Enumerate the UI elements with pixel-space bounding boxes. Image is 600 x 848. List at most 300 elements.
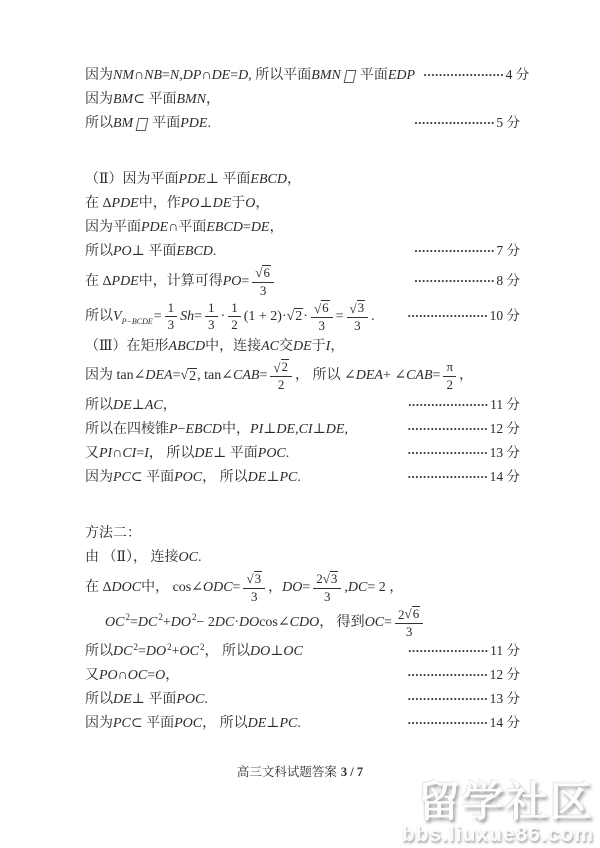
- math-variable: PO: [222, 273, 242, 289]
- math-variable: POC: [174, 469, 203, 485]
- math-variable: OC: [179, 644, 199, 660]
- dotted-leader: ·····················: [407, 667, 488, 683]
- statement-text: 平面: [152, 116, 181, 132]
- statement-text: 中，连接: [205, 338, 262, 354]
- statement-text: 3: [208, 317, 215, 333]
- statement-text: ，: [269, 220, 284, 236]
- fraction-numerator: [313, 571, 341, 589]
- statement-text: 因为: [85, 716, 113, 732]
- math-variable: DO: [282, 579, 303, 595]
- superscript: 2: [199, 641, 205, 652]
- statement-text: 1: [208, 300, 215, 316]
- score-marker: [399, 308, 520, 326]
- statement-text: ,: [295, 421, 299, 437]
- statement: [85, 195, 269, 213]
- math-variable: I: [325, 338, 331, 354]
- score-marker: [400, 643, 520, 661]
- radical-sign: √: [180, 368, 189, 384]
- statement-text: 1: [167, 300, 175, 316]
- math-variable: DE: [247, 469, 267, 485]
- math-variable: AC: [261, 338, 279, 354]
- statement-text: =: [232, 579, 241, 595]
- math-variable: DO: [170, 614, 191, 630]
- score-value: 11 分: [490, 643, 520, 659]
- section-method2: [85, 522, 520, 736]
- score-value: 8 分: [496, 272, 520, 288]
- statement-text: ⊥ 平面: [131, 692, 177, 708]
- statement-text: = 2 ，: [367, 579, 404, 595]
- statement-text: 2: [446, 376, 453, 392]
- statement: [85, 171, 301, 189]
- score-marker: [406, 273, 520, 291]
- statement-text: ，: [255, 196, 270, 212]
- statement-text: ，: [162, 397, 177, 413]
- statement-text: （Ⅲ）在矩形: [85, 338, 169, 354]
- fraction-numerator: [270, 359, 292, 377]
- statement-text: ,: [179, 68, 183, 84]
- math-variable: P: [169, 421, 178, 437]
- statement: [105, 605, 426, 640]
- fraction-numerator: [205, 301, 218, 317]
- statement: [85, 299, 375, 334]
- statement: [85, 397, 177, 415]
- answer-line: [85, 192, 520, 216]
- statement: [85, 338, 344, 356]
- statement-text: cos∠: [259, 614, 290, 630]
- math-variable: DE: [113, 692, 132, 708]
- answer-line: [85, 664, 520, 688]
- fraction-denominator: [248, 589, 261, 604]
- math-variable: BM: [113, 116, 134, 132]
- statement-text: =: [242, 220, 251, 236]
- fraction-numerator: [228, 301, 241, 317]
- math-variable: DE: [212, 196, 232, 212]
- math-variable: DO: [238, 614, 260, 630]
- answer-line: [85, 299, 520, 334]
- math-variable: EBCD: [185, 421, 223, 437]
- math-variable: D: [238, 68, 249, 84]
- math-variable: CDO: [289, 614, 320, 630]
- statement-text: −: [177, 421, 186, 437]
- math-variable: PI: [99, 445, 113, 461]
- page-footer: [0, 762, 600, 780]
- statement-text: 在 Δ: [85, 196, 112, 212]
- math-variable: O: [245, 196, 256, 212]
- fraction-numerator: [252, 265, 274, 283]
- fraction-numerator: [347, 300, 369, 318]
- answer-line: [85, 546, 520, 570]
- statement-text: ·: [220, 309, 226, 325]
- statement-text: ∩平面: [168, 220, 207, 236]
- fraction-denominator: [443, 377, 456, 392]
- statement-text: （Ⅱ）因为平面: [85, 172, 179, 188]
- statement-text: ， 得到: [319, 614, 365, 630]
- statement-text: ， 所以 ∠: [295, 368, 356, 384]
- answer-line: [85, 466, 520, 490]
- math-variable: DE: [194, 445, 214, 461]
- statement-text: 由 （Ⅱ）， 连接: [85, 549, 179, 565]
- statement-text: ，: [165, 668, 180, 684]
- math-variable: PDE: [178, 172, 206, 188]
- math-variable: EBCD: [250, 172, 287, 188]
- fraction-numerator: [311, 300, 333, 318]
- fraction-denominator: [351, 318, 364, 333]
- radicand: 2: [189, 368, 197, 384]
- math-variable: OC: [178, 549, 198, 565]
- fraction-denominator: [403, 624, 416, 639]
- fraction-denominator: [257, 283, 270, 298]
- score-value: 12 分: [489, 667, 520, 683]
- math-variable: DE: [276, 421, 296, 437]
- fraction: [443, 360, 456, 392]
- radicand: 2: [295, 309, 303, 325]
- statement-text: +: [171, 644, 180, 660]
- superscript: 2: [191, 611, 197, 622]
- statement-text: =: [335, 309, 344, 325]
- statement-text: ·: [234, 614, 239, 630]
- statement-text: =: [172, 368, 181, 384]
- statement-text: 在 Δ: [85, 273, 112, 289]
- statement-text: π: [446, 359, 454, 375]
- square-root: [314, 300, 330, 316]
- statement-text: 中，作: [138, 196, 181, 212]
- statement-text: 所以在四棱锥: [85, 421, 169, 437]
- statement-text: 所以: [85, 244, 113, 260]
- math-variable: DE: [113, 397, 132, 413]
- math-variable: DO: [145, 644, 167, 660]
- math-variable: O: [155, 668, 166, 684]
- statement-text: 中， cos∠: [141, 579, 203, 595]
- fraction-numerator: [395, 606, 423, 624]
- statement-text: ⊂ 平面: [133, 92, 177, 108]
- math-variable: N: [169, 68, 180, 84]
- fraction: [252, 265, 274, 298]
- dotted-leader: ·····················: [423, 67, 504, 83]
- statement-text: =: [129, 614, 138, 630]
- statement-text: 所以: [85, 644, 113, 660]
- math-variable: NM: [113, 68, 134, 84]
- math-variable: Sh: [180, 309, 195, 325]
- math-variable: DE: [292, 338, 312, 354]
- statement-text: 方法二：: [85, 525, 141, 541]
- statement-text: ， 所以: [202, 469, 248, 485]
- dotted-leader: ·····················: [413, 243, 495, 259]
- score-value: 14 分: [489, 468, 520, 484]
- statement: [85, 264, 277, 299]
- radicand: 6: [412, 605, 420, 621]
- statement-text: 中，计算可得: [138, 273, 223, 289]
- statement-text: ⊥: [199, 196, 213, 212]
- statement-text: 所以: [85, 116, 113, 132]
- answer-line: [85, 418, 520, 442]
- fraction: [243, 571, 265, 604]
- statement-text: 因为: [85, 92, 113, 108]
- math-variable: EBCD: [176, 244, 213, 260]
- statement-text: =: [230, 68, 239, 84]
- statement-text: 1: [231, 300, 238, 316]
- fraction: [395, 606, 423, 639]
- statement: [85, 525, 141, 543]
- radical-sign: √: [349, 300, 357, 316]
- square-root: [350, 300, 366, 316]
- score-value: 13 分: [489, 691, 520, 707]
- fraction: [347, 300, 369, 333]
- math-variable: PO: [113, 244, 132, 260]
- fraction: [311, 300, 333, 333]
- math-variable: DE: [250, 220, 270, 236]
- square-root: [255, 265, 271, 281]
- answer-line: [85, 264, 520, 299]
- score-marker: [399, 667, 520, 685]
- math-variable: DC: [137, 614, 158, 630]
- math-variable: DC: [113, 644, 133, 660]
- statement: [85, 219, 283, 237]
- math-variable: PC: [279, 469, 298, 485]
- score-value: 11 分: [490, 396, 520, 412]
- fraction-denominator: [316, 318, 329, 333]
- math-variable: DE: [211, 68, 231, 84]
- statement-text: ⊥: [263, 421, 277, 437]
- statement-text: 于: [231, 196, 246, 212]
- statement-text: 又: [85, 668, 99, 684]
- statement-text: =: [432, 368, 441, 384]
- statement-text: − 2: [196, 614, 215, 630]
- math-variable: POC: [176, 692, 205, 708]
- statement-text: ·: [303, 309, 308, 325]
- statement-text: 于: [311, 338, 326, 354]
- answer-line: [85, 394, 520, 418]
- dotted-leader: ·····················: [407, 308, 488, 324]
- math-variable: V: [113, 309, 122, 325]
- answer-line: [85, 688, 520, 712]
- math-variable: POC: [174, 716, 203, 732]
- math-variable: EBCD: [206, 220, 243, 236]
- statement-text: =: [137, 644, 146, 660]
- math-variable: OC: [364, 614, 385, 630]
- score-marker: [415, 67, 529, 85]
- statement: [85, 358, 473, 393]
- score-marker: [399, 469, 520, 487]
- radical-sign: √: [255, 265, 263, 281]
- statement: [85, 469, 301, 487]
- radical-sign: √: [313, 300, 322, 316]
- answer-line: [85, 112, 520, 136]
- statement-text: =: [136, 445, 145, 461]
- fraction-denominator: [228, 317, 241, 332]
- math-variable: PO: [99, 668, 118, 684]
- watermark: [401, 777, 594, 846]
- square-root: [323, 571, 339, 587]
- dotted-leader: ·····················: [407, 691, 488, 707]
- score-marker: [399, 691, 520, 709]
- dotted-leader: ·····················: [407, 643, 489, 659]
- statement-text: 平面: [359, 68, 388, 84]
- math-variable: DE: [247, 716, 267, 732]
- statement: [85, 67, 415, 85]
- math-variable: PDE: [111, 273, 139, 289]
- statement-text: =: [147, 668, 156, 684]
- statement-text: 因为: [85, 68, 113, 84]
- radicand: 3: [254, 570, 262, 586]
- score-marker: [399, 421, 520, 439]
- math-variable: BMN: [176, 92, 207, 108]
- radicand: 3: [357, 300, 365, 316]
- statement-text: ∩: [201, 68, 212, 84]
- statement-text: 因为平面: [85, 220, 141, 236]
- statement-text: , tan∠: [197, 368, 233, 384]
- square-root: [246, 571, 262, 587]
- math-variable: OC: [283, 644, 303, 660]
- statement-text: 3: [251, 588, 258, 604]
- math-variable: BMN: [311, 68, 341, 84]
- statement-text: 中，: [222, 421, 251, 437]
- statement-text: .: [297, 469, 301, 485]
- score-value: 12 分: [489, 420, 520, 436]
- statement: [85, 243, 216, 261]
- fraction-denominator: [165, 317, 178, 332]
- answer-line: [85, 334, 520, 358]
- fraction-numerator: [443, 360, 456, 376]
- math-variable: ODC: [202, 579, 233, 595]
- statement-text: 3: [259, 282, 267, 298]
- superscript: 2: [167, 641, 172, 652]
- score-marker: [399, 715, 520, 733]
- math-variable: AC: [144, 397, 163, 413]
- statement-text: ， 所以: [148, 445, 195, 461]
- math-variable: CAB: [406, 368, 433, 384]
- radicand: 6: [263, 265, 270, 280]
- statement-text: ， 所以: [202, 716, 248, 732]
- fraction-denominator: [275, 377, 288, 392]
- statement: [85, 643, 303, 661]
- fraction-numerator: [165, 301, 178, 317]
- statement-text: 又: [85, 445, 99, 461]
- score-value: 4 分: [505, 67, 530, 83]
- fraction: [165, 301, 178, 333]
- watermark-url: bbs.liuxue86.com: [401, 822, 594, 846]
- section-part3: [85, 334, 520, 489]
- statement-text: .: [207, 116, 211, 132]
- statement-text: ∩: [134, 68, 145, 84]
- subscript: P−BCDE: [121, 316, 153, 326]
- dotted-leader: ·····················: [407, 444, 488, 460]
- statement-text: ⊥ 平面: [205, 172, 251, 188]
- answer-line: [85, 442, 520, 466]
- statement-text: .: [204, 692, 208, 708]
- fraction: [313, 571, 341, 604]
- section-part2: [85, 168, 520, 334]
- fraction-denominator: [321, 589, 334, 604]
- radicand: 2: [281, 359, 288, 375]
- score-marker: [406, 243, 520, 261]
- radical-sign: √: [404, 606, 412, 622]
- math-variable: DEA: [145, 368, 173, 384]
- answer-line: [85, 240, 520, 264]
- math-variable: OC: [127, 668, 148, 684]
- statement: [85, 445, 289, 463]
- statement-text: 交: [278, 338, 293, 354]
- answer-line: [85, 640, 520, 664]
- statement-text: 3: [405, 623, 413, 639]
- math-variable: ABCD: [168, 338, 206, 354]
- radicand: 3: [330, 570, 338, 586]
- math-variable: PI: [250, 421, 264, 437]
- statement: [85, 115, 211, 133]
- statement-text: ∩: [112, 445, 123, 461]
- statement-text: 3: [324, 588, 331, 604]
- statement-text: ⊥: [266, 469, 280, 485]
- statement-text: ⊥: [270, 644, 284, 660]
- statement-text: =: [153, 309, 162, 325]
- math-variable: DEA: [355, 368, 383, 384]
- statement-text: =: [162, 68, 170, 84]
- statement-text: ⊂ 平面: [130, 716, 175, 732]
- math-variable: DC: [347, 579, 368, 595]
- square-root: [405, 606, 421, 622]
- footer-label: 高三文科试题答案: [236, 765, 337, 780]
- math-variable: PDE: [180, 116, 208, 132]
- statement-text: 在 Δ: [85, 579, 112, 595]
- statement: [85, 91, 220, 109]
- score-value: 14 分: [489, 715, 520, 731]
- math-variable: DC: [214, 614, 235, 630]
- answer-line: [85, 168, 520, 192]
- statement-text: =: [259, 368, 268, 384]
- statement-text: 2: [398, 606, 405, 622]
- statement-text: ⊂ 平面: [130, 469, 175, 485]
- statement-text: 2: [316, 571, 323, 587]
- statement-text: .: [197, 549, 202, 565]
- statement-text: ∩: [117, 668, 128, 684]
- parallel-symbol-box: [136, 118, 149, 131]
- dotted-leader: ·····················: [407, 420, 488, 436]
- score-value: 7 分: [496, 243, 520, 259]
- statement-text: ⊥: [312, 421, 326, 437]
- math-variable: DE: [325, 421, 345, 437]
- score-value: 13 分: [489, 444, 520, 460]
- superscript: 2: [158, 611, 163, 622]
- fraction-denominator: [205, 317, 218, 332]
- statement-text: =: [241, 273, 250, 289]
- statement: [85, 691, 208, 709]
- statement-text: 所以: [85, 692, 113, 708]
- statement-text: =: [384, 614, 393, 630]
- math-variable: PO: [180, 196, 200, 212]
- score-marker: [400, 397, 520, 415]
- statement-text: 因为 tan∠: [85, 368, 146, 384]
- statement-text: ，: [330, 338, 345, 354]
- answer-line: [85, 570, 520, 605]
- watermark-title: 留学社区: [417, 777, 594, 825]
- dotted-leader: ·····················: [407, 468, 488, 484]
- answer-line: [85, 88, 520, 112]
- statement-text: ，: [459, 368, 474, 384]
- parallel-symbol-box: [343, 70, 356, 83]
- statement-text: .: [212, 244, 217, 260]
- statement-text: 2: [277, 377, 285, 393]
- radical-sign: √: [286, 308, 295, 324]
- dotted-leader: ·····················: [407, 396, 489, 412]
- statement-text: ，: [206, 92, 221, 108]
- math-variable: CI: [122, 445, 137, 461]
- dotted-leader: ·····················: [413, 272, 495, 288]
- superscript: 2: [133, 641, 138, 652]
- radicand: 6: [322, 300, 329, 316]
- statement-text: ,: [344, 421, 348, 437]
- statement-text: =: [302, 579, 311, 595]
- fraction: [270, 359, 292, 392]
- answer-line: [85, 358, 520, 393]
